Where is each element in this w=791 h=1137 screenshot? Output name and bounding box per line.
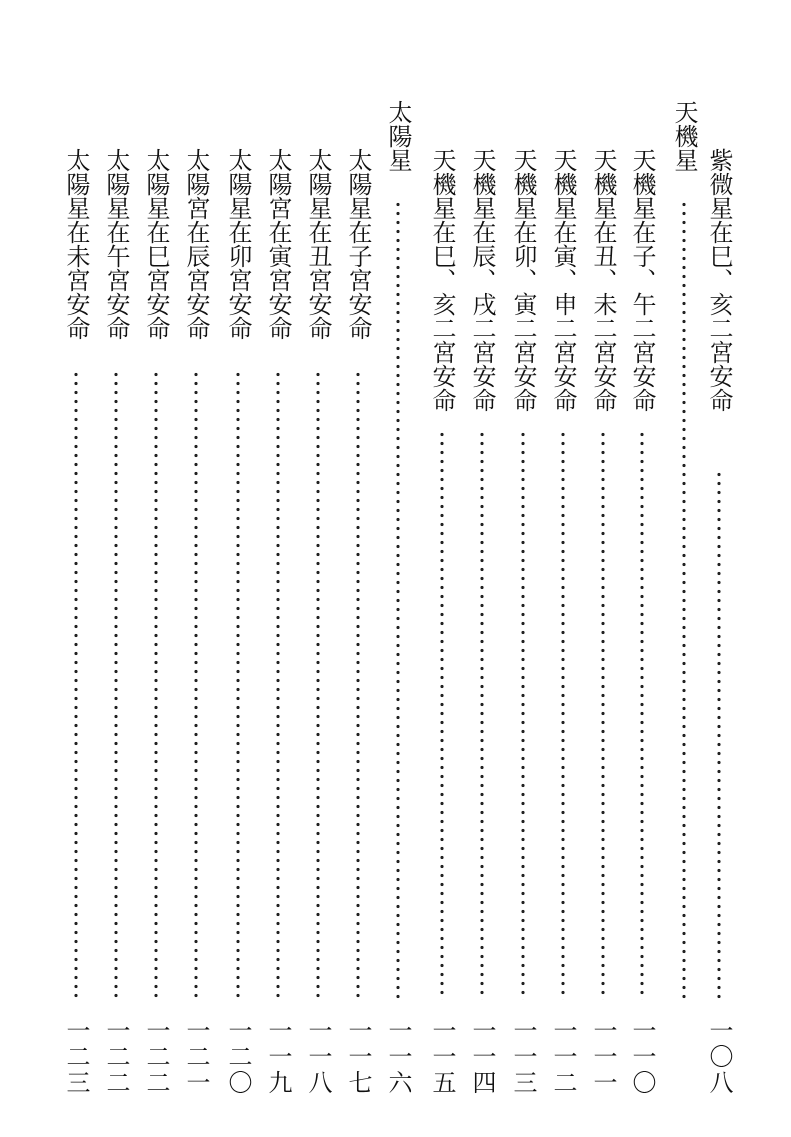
entry-title: 太陽星在丑宮安命 (304, 148, 332, 340)
toc-entry (303, 0, 333, 1137)
toc-entry (467, 0, 497, 1137)
toc-entry (508, 0, 538, 1137)
page-number: 一一一 (589, 1018, 617, 1096)
page-number: 一〇八 (705, 1018, 733, 1096)
entry-title: 太陽星在未宮安命 (62, 148, 90, 340)
dot-leader (356, 370, 360, 1000)
entry-title: 天機星在寅、申二宮安命 (549, 148, 577, 412)
page-number: 一一七 (344, 1018, 372, 1096)
entry-title: 太陽宮在辰宮安命 (182, 148, 210, 340)
page-number: 一二〇 (224, 1018, 252, 1096)
toc-entry (704, 0, 734, 1137)
dot-leader (276, 370, 280, 1000)
dot-leader (396, 200, 400, 1000)
page-number: 一一六 (384, 1018, 412, 1096)
dot-leader (440, 430, 444, 1000)
dot-leader (316, 370, 320, 1000)
toc-entry (141, 0, 171, 1137)
entry-title: 紫微星在巳、亥二宮安命 (705, 148, 733, 412)
page-number: 一一九 (264, 1018, 292, 1096)
toc-entry (223, 0, 253, 1137)
dot-leader (154, 370, 158, 1000)
entry-title: 太陽星在卯宮安命 (224, 148, 252, 340)
entry-title: 天機星在辰、戌二宮安命 (468, 148, 496, 412)
dot-leader (640, 430, 644, 1000)
entry-title: 太陽宮在寅宮安命 (264, 148, 292, 340)
toc-section-heading (383, 0, 413, 1137)
dot-leader (114, 370, 118, 1000)
page-number: 一二一 (182, 1018, 210, 1096)
toc-entry (263, 0, 293, 1137)
toc-entry (548, 0, 578, 1137)
dot-leader (236, 370, 240, 1000)
entry-title: 太陽星在巳宮安命 (142, 148, 170, 340)
section-title: 太陽星 (384, 100, 412, 172)
page-number: 一一五 (428, 1018, 456, 1096)
dot-leader (74, 370, 78, 1000)
page-number: 一一〇 (628, 1018, 656, 1096)
toc-entry (588, 0, 618, 1137)
entry-title: 天機星在巳、亥二宮安命 (428, 148, 456, 412)
page-number: 一二二 (102, 1018, 130, 1096)
entry-title: 太陽星在午宮安命 (102, 148, 130, 340)
page-number: 一一三 (509, 1018, 537, 1096)
dot-leader (682, 200, 686, 1000)
page-number: 一一四 (468, 1018, 496, 1096)
section-title: 天機星 (670, 100, 698, 172)
dot-leader (561, 430, 565, 1000)
dot-leader (601, 430, 605, 1000)
toc-section-heading (669, 0, 699, 1137)
entry-title: 太陽星在子宮安命 (344, 148, 372, 340)
page-number: 一二二 (142, 1018, 170, 1096)
dot-leader (521, 430, 525, 1000)
entry-title: 天機星在子、午二宮安命 (628, 148, 656, 412)
page-number: 一二三 (62, 1018, 90, 1096)
toc-entry (101, 0, 131, 1137)
entry-title: 天機星在丑、未二宮安命 (589, 148, 617, 412)
toc-entry (427, 0, 457, 1137)
toc-entry (61, 0, 91, 1137)
toc-entry (343, 0, 373, 1137)
dot-leader (717, 470, 721, 1000)
dot-leader (194, 370, 198, 1000)
toc-entry (181, 0, 211, 1137)
entry-title: 天機星在卯、寅二宮安命 (509, 148, 537, 412)
page-number: 一一二 (549, 1018, 577, 1096)
page-number: 一一八 (304, 1018, 332, 1096)
dot-leader (480, 430, 484, 1000)
toc-entry (627, 0, 657, 1137)
